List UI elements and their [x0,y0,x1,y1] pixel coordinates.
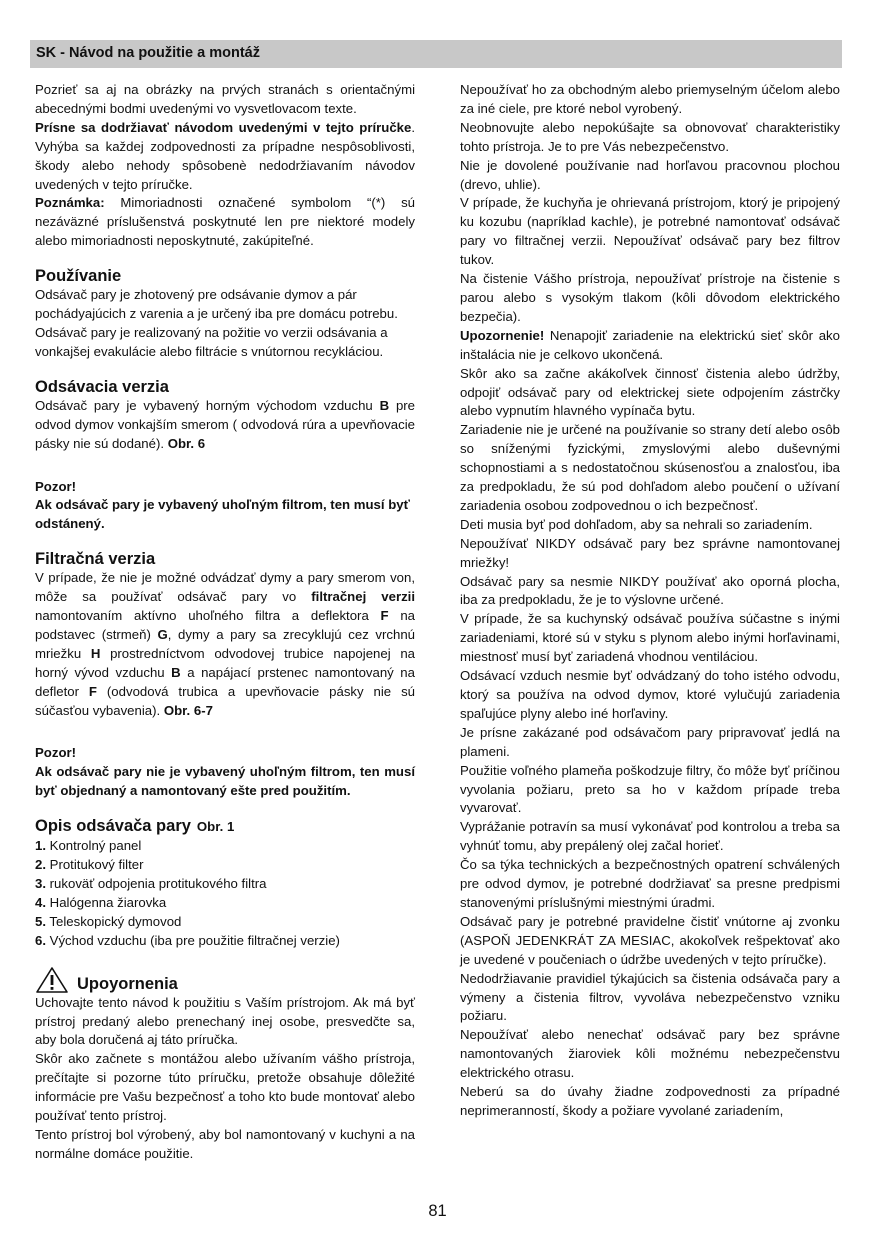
right-column [460,81,840,1121]
list-item: 1. Kontrolný panel [35,838,142,854]
usage-heading: Používanie [35,267,122,286]
filter-paragraph: V prípade, že nie je možné odvádzať dymy a pary smerom von, môže sa používať odsávač pary vo filtračnej verzii namontovaním aktívno uhoľného filtra a deflektora F na podstavec (strmeň) G, dymy a pary sa zrecyklujú cez vrchnú mriežku H prostredníctvom odvodovej trubice napojenej na horný vývod vzduchu B a napájací prstenec namontovaný na defletor F (odvodová trubica a upevňovacie pásky nie sú súčasťou vybavenia). Obr. 6-7 [35,570,416,718]
section-header [30,40,842,68]
warnings-paragraph: Uchovajte tento návod k použitiu s Vaším prístrojom. Ak má byť prístroj predaný alebo prenechaný inej osobe, presvedčte sa, aby bola doručená aj táto príručka. [35,994,415,1048]
safety-paragraph: Nie je dovolené používanie nad horľavou pracovnou plochou (drevo, uhlie). [460,157,840,192]
safety-paragraph: Odsávač pary je potrebné pravidelne čistiť vnútorne aj zvonku (ASPOŇ JEDENKRÁT ZA MESIAC, akokoľvek rešpektovať ako je uvedené v poučeniach o údržbe uvedených v tejto príručke). [460,913,840,967]
safety-paragraph: Neobnovujte alebo nepokúšajte sa obnovovať charakteristiky tohto prístroja. Je to pre Vás nebezpečenstvo. [460,119,840,154]
exhaust-heading: Odsávacia verzia [35,377,169,396]
intro-paragraph: Pozrieť sa aj na obrázky na prvých stranách s orientačnými abecednými bodmi uvedenými vo vysvetlovacom texte. [35,82,415,116]
safety-paragraph: Nepoužívať NIKDY odsávač pary bez správne namontovanej mriežky! [460,535,840,570]
safety-paragraph: Upozornenie! Nenapojiť zariadenie na elektrickú sieť skôr ako inštalácia nie je celkovo ukončená. [460,327,840,362]
safety-paragraph: Odsávací vzduch nesmie byť odvádzaný do toho istého odvodu, ktorý sa používa na odvod dymov, ktoré vylučujú zariadenia spaľujúce plyny alebo iné horľaviny. [460,668,840,721]
safety-paragraph: Zariadenie nie je určené na používanie so strany detí alebo osôb so sníženými fyzickými, zmyslovými alebo duševnými schopnostiami a s nedostatočnou skúsenosťou a znalosťou, iba za predpokladu, že sú pod dohľadom alebo poučení o užívaní zariadenia osobou zodpovednou o ich bezpečnosť. [460,422,840,513]
warnings-paragraph: Skôr ako začnete s montážou alebo užívaním vášho prístroja, prečítajte si pozorne túto príručku, pretože obsahuje dôležité informácie pre Vašu bezpečnosť a toho kto bude montovať alebo používať tento prístroj. [35,1051,415,1124]
filter-heading: Filtračná verzia [35,550,156,569]
safety-paragraph: Deti musia byť pod dohľadom, aby sa nehrali so zariadením. [460,516,813,532]
safety-paragraph: V prípade, že kuchyňa je ohrievaná prístrojom, ktorý je pripojený ku kozubu (napríklad kachle), je potrebné namontovať odsávač pary vo filtračnej verzii. Nepoužívať odsávač pary bez filtrov tukov. [460,195,840,268]
intro-instructions: Prísne sa dodržiavať návodom uvedenými v tejto príručke. Vyhýba sa každej zodpovednosti za prípadne nespôsoblivosti, škody alebo nehody spôsobenè nedodržiavaním návodov uvedených v tejto príručke. [35,119,415,192]
exhaust-warning-title: Pozor! [35,478,77,494]
safety-paragraph: Neberú sa do úvahy žiadne zodpovednosti za prípadné neprimeranností, škody a požiare vyvolané zariadením, [460,1084,840,1118]
parts-list [35,837,415,950]
exhaust-paragraph: Odsávač pary je vybavený horným východom vzduchu B pre odvod dymov vonkajším smerom ( odvodová rúra a upevňovacie pásky nie sú dodané). Obr. 6 [35,397,416,451]
list-item: 6. Východ vzduchu (iba pre použitie filtračnej verzie) [35,932,340,948]
safety-paragraph: Na čistenie Vášho prístroja, nepoužívať prístroje na čistenie s parou alebo s vysokým tlakom (kôli dôvodom elektrického bezpečia). [460,271,840,324]
safety-paragraph: V prípade, že sa kuchynský odsávač používa súčastne s inými zariadeniami, ktoré sú v styku s plynom alebo inými horľavinami, miestnosť musí byť zariadená vhodnou ventiláciou. [460,611,840,665]
section-title: SK - Návod na použitie a montáž [36,45,260,61]
safety-paragraph: Nepoužívať alebo nenechať odsávač pary bez správne namontovaných žiaroviek kôli možnému nebezpečenstvu elektrického otrasu. [460,1027,840,1081]
warnings-heading-row [35,966,415,994]
figure-reference: Obr. 1 [196,819,235,835]
intro-note: Poznámka: Mimoriadnosti označené symbolom “(*) sú nezáväzné príslušenstvá poskytnuté len pre niektoré modely alebo mimoriadnosti neposkytnuté, zakúpiteľné. [35,195,415,249]
warnings-heading: Upoyornenia [77,974,178,993]
safety-paragraph: Použitie voľného plameňa poškodzuje filtry, čo môže byť príčinou vyvolania požiaru, preto sa ho v každom prípade treba vyvarovať. [460,762,840,816]
safety-paragraph: Skôr ako sa začne akákoľvek činnosť čistenia alebo údržby, odpojiť odsávač pary od elektrickej siete odpojením zástrčky alebo vypnutím hlavného vypínača bytu. [460,365,840,419]
filter-warning-text: Ak odsávač pary nie je vybavený uhoľným filtrom, ten musí byť objednaný a namontovaný ešte pred použitím. [35,764,415,799]
safety-paragraph: Odsávač pary sa nesmie NIKDY používať ako oporná plocha, iba za predpokladu, že je to výslovne určené. [460,573,840,608]
list-item: 3. rukoväť odpojenia protitukového filtra [35,876,267,891]
usage-paragraph: Odsávač pary je realizovaný na požitie vo verzii odsávania a vonkajšej evakulácie alebo filtrácie s vnútornou recykláciou. [35,324,388,359]
list-item: 4. Halógenna žiarovka [35,894,167,910]
filter-warning-title: Pozor! [35,745,77,761]
exhaust-warning-text: Ak odsávač pary je vybavený uhoľným filtrom, ten musí byť odstánený. [35,497,410,532]
safety-paragraph: Nepoužívať ho za obchodným alebo priemyselným účelom alebo za iné ciele, pre ktoré nebol vyrobený. [460,82,840,116]
safety-paragraph: Vyprážanie potravín sa musí vykonávať pod kontrolou a treba sa vyhnúť tomu, aby prepálený olej začal horieť. [460,819,840,854]
left-column [35,81,415,1164]
safety-paragraph: Čo sa týka technických a bezpečnostných opatrení schválených pre odvod dymov, je potrebné dodržiavať sa presne predpismi stanovenými príslušnými miestnými úradmi. [460,857,840,910]
list-item: 2. Protitukový filter [35,857,144,873]
usage-paragraph: Odsávač pary je zhotovený pre odsávanie dymov a pár pochádyajúcich z varenia a je určený iba pre domácu potrebu. [35,287,398,322]
list-item: 5. Teleskopický dymovod [35,913,182,929]
page-number: 81 [428,1202,447,1220]
description-heading: Opis odsávača pary Obr. 1 [35,817,235,836]
warning-triangle-icon [35,966,69,994]
safety-paragraph: Je prísne zakázané pod odsávačom pary pripravovať jedlá na plameni. [460,724,840,759]
safety-paragraph: Nedodržiavanie pravidiel týkajúcich sa čistenia odsávača pary a výmeny a čistenia filtrov, vyvoláva nebezpečenstvo vzniku požiaru. [460,970,840,1024]
warnings-paragraph: Tento prístroj bol výrobený, aby bol namontovaný v kuchyni a na normálne domáce použitie. [35,1126,415,1161]
